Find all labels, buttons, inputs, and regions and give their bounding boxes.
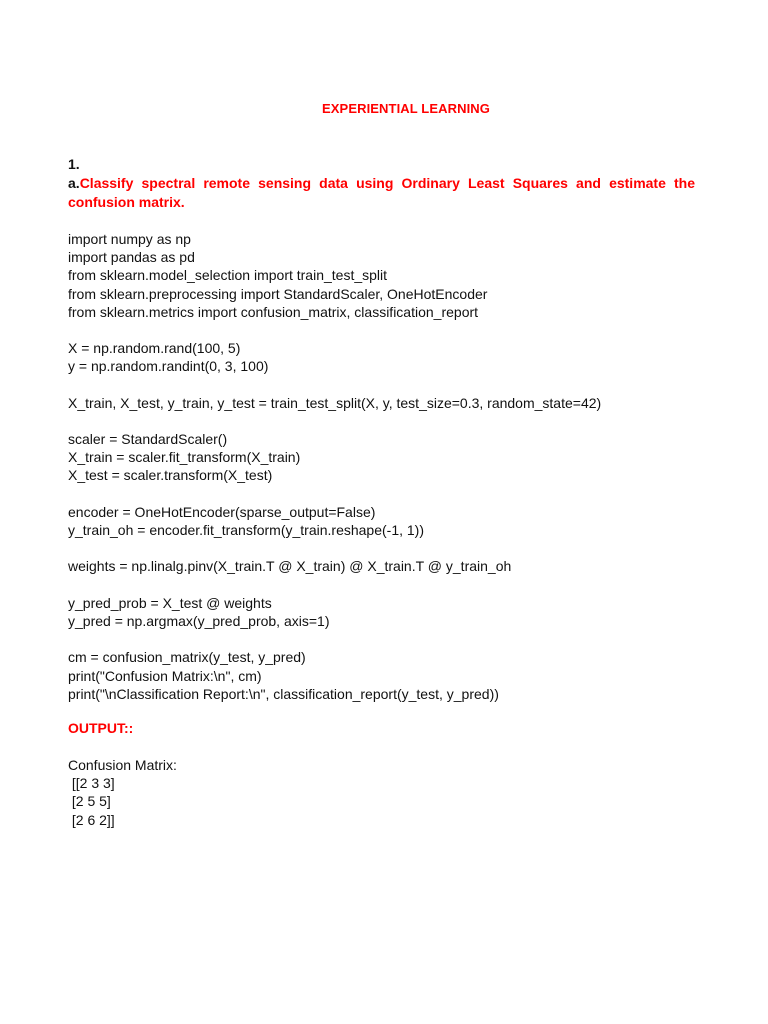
output-line: [[2 3 3] xyxy=(68,775,115,792)
question-number: 1. xyxy=(68,156,80,172)
code-line xyxy=(68,539,728,557)
code-line xyxy=(68,485,728,503)
code-line: X_test = scaler.transform(X_test) xyxy=(68,467,273,484)
question-text: Classify spectral remote sensing data using Ordinary Least Squares and estimate the confusion matrix. xyxy=(68,175,695,210)
code-line: X = np.random.rand(100, 5) xyxy=(68,340,241,357)
output-label: OUTPUT:: xyxy=(68,720,134,736)
code-line: print("Confusion Matrix:\n", cm) xyxy=(68,667,262,684)
code-block xyxy=(68,230,728,703)
output-line: Confusion Matrix: xyxy=(68,757,177,773)
code-line xyxy=(68,630,728,648)
output-line: [2 5 5] xyxy=(68,793,111,810)
code-line: weights = np.linalg.pinv(X_train.T @ X_train) @ X_train.T @ y_train_oh xyxy=(68,558,512,575)
code-line: X_train, X_test, y_train, y_test = train_test_split(X, y, test_size=0.3, random_state=42) xyxy=(68,394,602,411)
code-line: import pandas as pd xyxy=(68,249,195,266)
code-line: y = np.random.randint(0, 3, 100) xyxy=(68,358,269,375)
output-line: [2 6 2]] xyxy=(68,811,115,828)
code-line: scaler = StandardScaler() xyxy=(68,431,228,448)
code-line: from sklearn.model_selection import train_test_split xyxy=(68,267,388,284)
code-line: from sklearn.preprocessing import StandardScaler, OneHotEncoder xyxy=(68,285,488,302)
code-line xyxy=(68,321,728,339)
code-line: cm = confusion_matrix(y_test, y_pred) xyxy=(68,649,306,666)
code-line: y_train_oh = encoder.fit_transform(y_train.reshape(-1, 1)) xyxy=(68,522,425,538)
code-line xyxy=(68,412,728,430)
code-line: y_pred = np.argmax(y_pred_prob, axis=1) xyxy=(68,612,330,629)
page-title: EXPERIENTIAL LEARNING xyxy=(322,101,490,116)
code-line xyxy=(68,376,728,394)
question-prefix: a. xyxy=(68,175,80,191)
code-line: from sklearn.metrics import confusion_matrix, classification_report xyxy=(68,303,479,320)
code-line: print("\nClassification Report:\n", classification_report(y_test, y_pred)) xyxy=(68,685,499,702)
code-line: X_train = scaler.fit_transform(X_train) xyxy=(68,449,301,466)
code-line: encoder = OneHotEncoder(sparse_output=False) xyxy=(68,503,376,520)
question-heading xyxy=(68,174,695,212)
code-line xyxy=(68,576,728,594)
output-block xyxy=(68,756,177,829)
code-line: import numpy as np xyxy=(68,231,191,247)
code-line: y_pred_prob = X_test @ weights xyxy=(68,594,272,611)
